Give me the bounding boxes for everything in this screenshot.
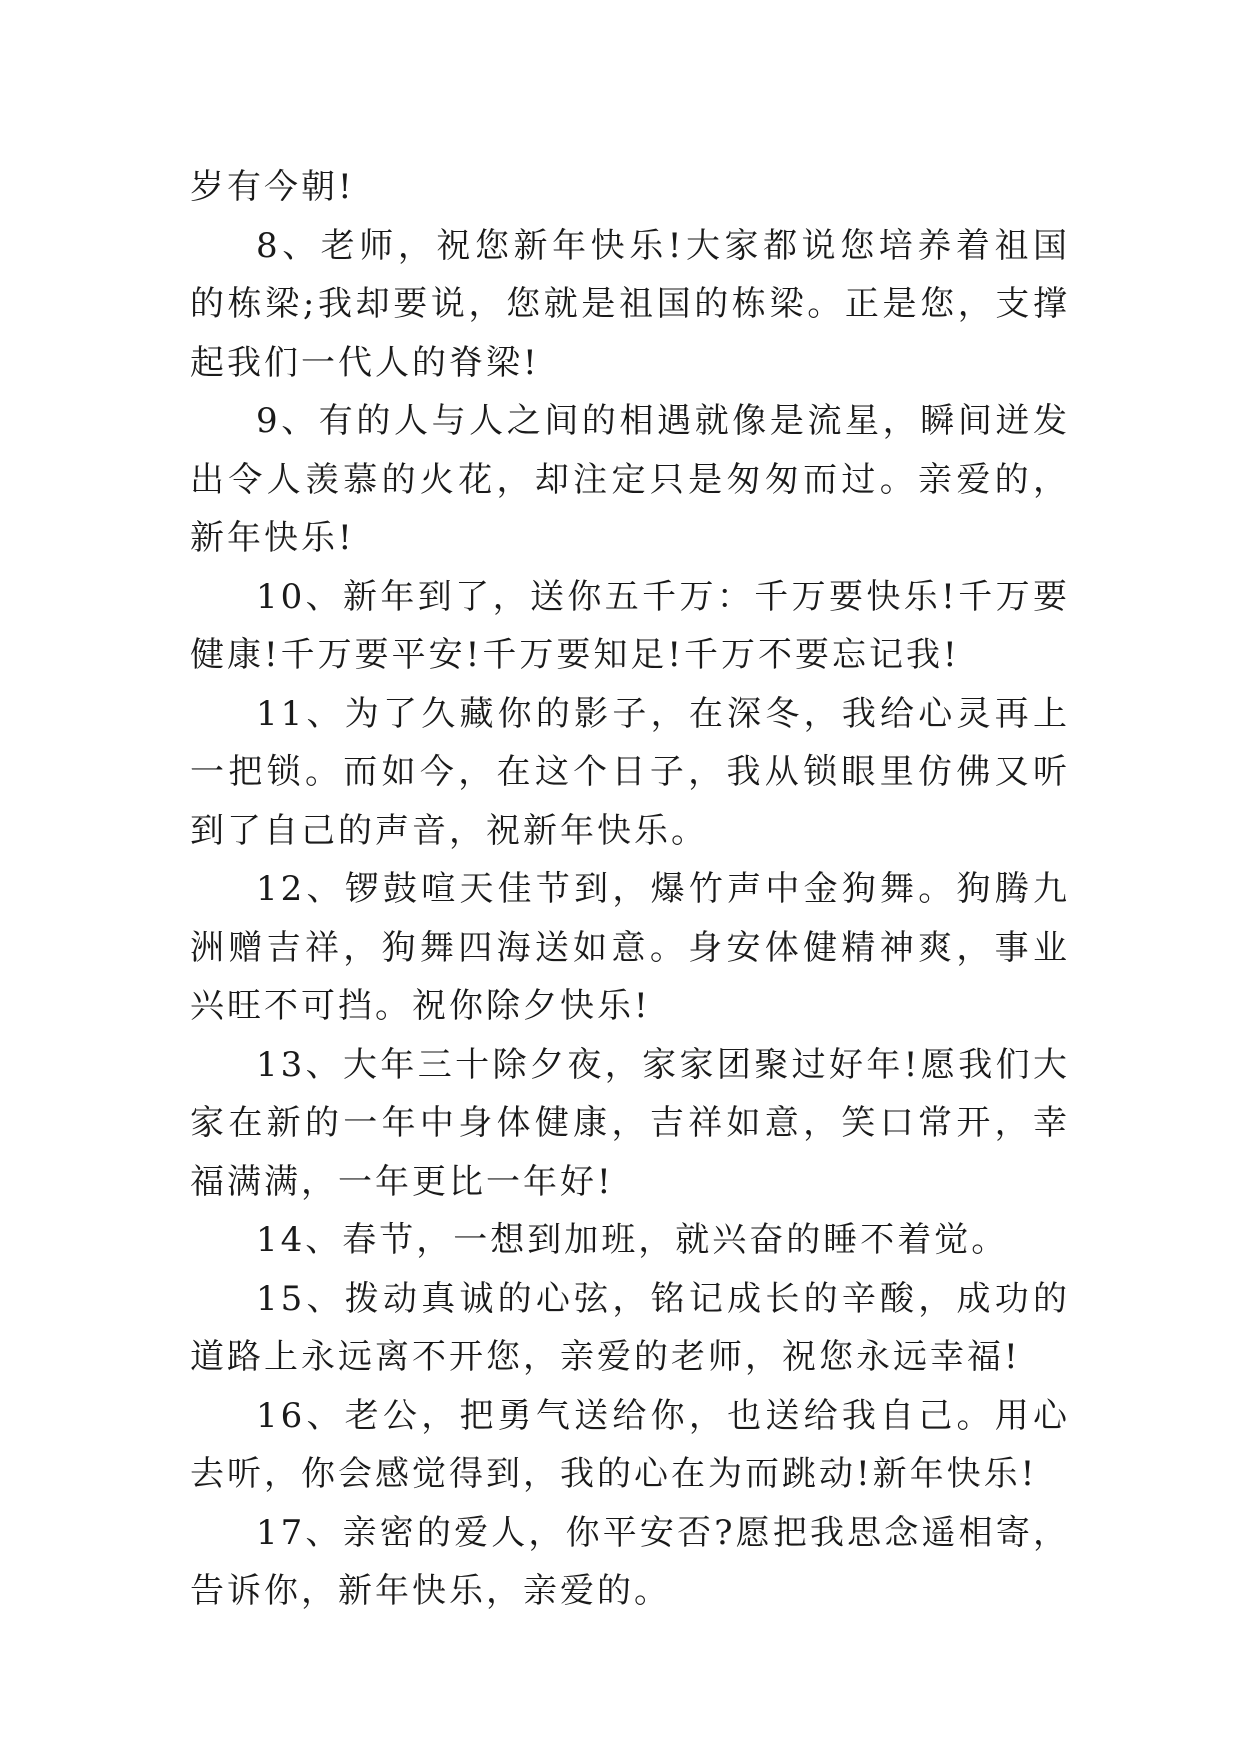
paragraph-item-8: 8、老师，祝您新年快乐!大家都说您培养着祖国的栋梁;我却要说，您就是祖国的栋梁。正是您，支撑起我们一代人的脊梁! — [190, 225, 1070, 383]
paragraph-item-10: 10、新年到了，送你五千万：千万要快乐!千万要健康!千万要平安!千万要知足!千万不要忘记我! — [190, 576, 1070, 675]
paragraph-item-9: 9、有的人与人之间的相遇就像是流星，瞬间迸发出令人羡慕的火花，却注定只是匆匆而过。亲爱的，新年快乐! — [190, 401, 1070, 558]
paragraph-item-15: 15、拨动真诚的心弦，铭记成长的辛酸，成功的道路上永远离不开您，亲爱的老师，祝您永远幸福! — [190, 1278, 1070, 1377]
document-body — [190, 158, 1070, 1621]
paragraph-item-16: 16、老公，把勇气送给你，也送给我自己。用心去听，你会感觉得到，我的心在为而跳动!新年快乐! — [190, 1395, 1070, 1494]
paragraph-item-14: 14、春节，一想到加班，就兴奋的睡不着觉。 — [256, 1220, 1009, 1260]
paragraph-continuation: 岁有今朝! — [190, 167, 355, 207]
paragraph-item-12: 12、锣鼓喧天佳节到，爆竹声中金狗舞。狗腾九洲赠吉祥，狗舞四海送如意。身安体健精神爽，事业兴旺不可挡。祝你除夕快乐! — [190, 869, 1070, 1026]
paragraph-item-13: 13、大年三十除夕夜，家家团聚过好年!愿我们大家在新的一年中身体健康，吉祥如意，笑口常开，幸福满满，一年更比一年好! — [190, 1044, 1070, 1202]
paragraph-item-11: 11、为了久藏你的影子，在深冬，我给心灵再上一把锁。而如今，在这个日子，我从锁眼里仿佛又听到了自己的声音，祝新年快乐。 — [190, 693, 1070, 851]
paragraph-item-17: 17、亲密的爱人，你平安否?愿把我思念遥相寄，告诉你，新年快乐，亲爱的。 — [190, 1512, 1070, 1611]
